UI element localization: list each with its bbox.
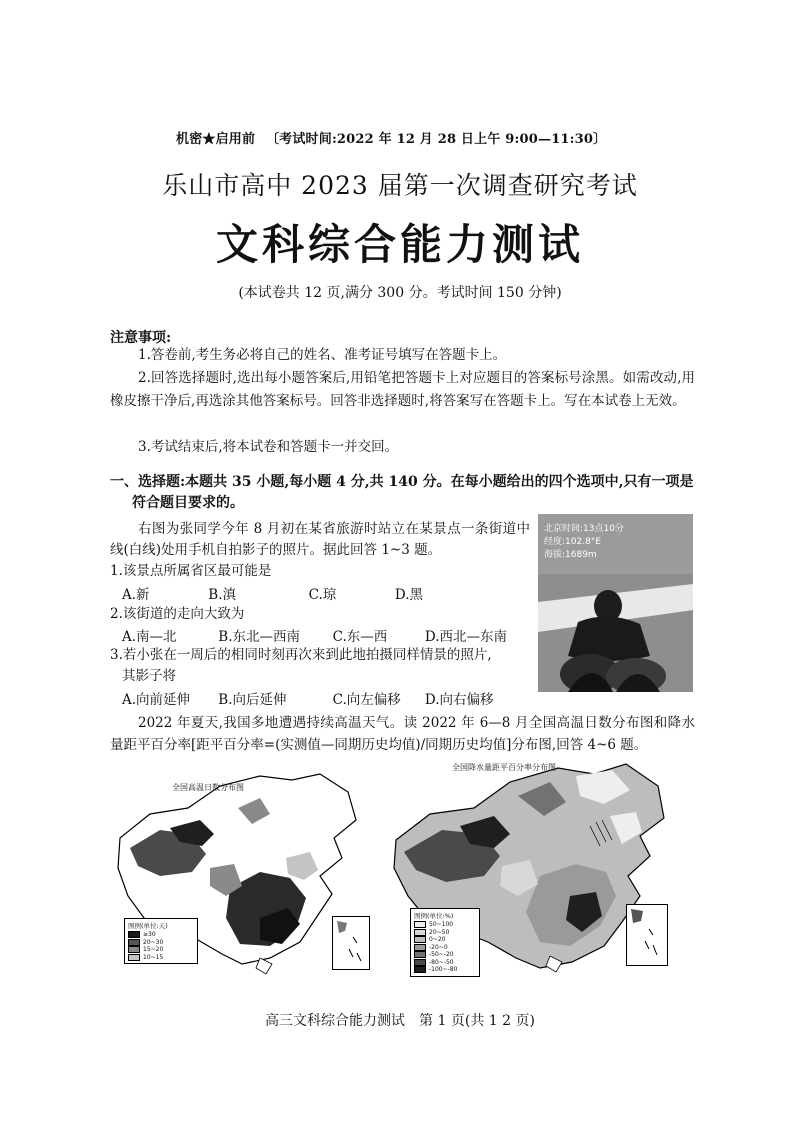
- notice-item-2: 2.回答选择题时,选出每小题答案后,用铅笔把答题卡上对应题目的答案标号涂黑。如需改动,用橡皮擦干净后,再选涂其他答案标号。回答非选择题时,将答案写在答题卡上。写在本试卷上无效。: [110, 370, 695, 409]
- left-legend-label: 15~20: [143, 946, 164, 954]
- q3-option-c[interactable]: C.向左偏移: [332, 692, 401, 708]
- left-legend-row: [128, 954, 194, 962]
- right-legend-row: [414, 966, 476, 974]
- right-legend-row: [414, 944, 476, 952]
- q1-option-a[interactable]: A.新: [122, 587, 150, 603]
- q2-option-c[interactable]: C.东—西: [332, 629, 388, 645]
- right-legend-swatch: [414, 921, 426, 928]
- exam-header: [176, 128, 606, 147]
- subject-title: 文科综合能力测试: [215, 220, 584, 269]
- q1-option-d[interactable]: D.黑: [394, 587, 424, 603]
- left-legend-row: [128, 939, 194, 947]
- right-legend-label: 0~20: [429, 936, 446, 944]
- exam-time-label: 〔考试时间:2022 年 12 月 28 日上午 9:00—11:30〕: [265, 132, 607, 147]
- photo-altitude-label: 海拔:1689m: [544, 550, 597, 560]
- right-legend-row: [414, 921, 476, 929]
- question-3-text: 3.若小张在一周后的相同时刻再次来到此地拍摄同样情景的照片,: [110, 647, 492, 663]
- question-2-stem: [110, 604, 530, 625]
- q2-option-a[interactable]: A.南—北: [122, 629, 177, 645]
- right-legend-label: -20~0: [429, 943, 448, 951]
- q1-option-b[interactable]: B.滇: [208, 587, 237, 603]
- question-1-text: 1.该景点所属省区最可能是: [110, 563, 272, 579]
- question-1-options: [122, 583, 423, 603]
- right-legend-label: -100~-80: [429, 966, 458, 974]
- right-inset-graphic: [627, 905, 667, 965]
- high-temp-days-map: [110, 768, 380, 986]
- page-footer: 高三文科综合能力测试 第 1 页(共 1 2 页): [265, 1013, 535, 1029]
- left-map-legend: [124, 918, 198, 964]
- q3-option-a[interactable]: A.向前延伸: [122, 692, 191, 708]
- right-legend-label: 20~50: [429, 928, 450, 936]
- exam-title: 乐山市高中 2023 届第一次调查研究考试: [162, 171, 638, 200]
- right-legend-row: [414, 929, 476, 937]
- q2-option-d[interactable]: D.西北—东南: [424, 629, 508, 645]
- question-2-options: [122, 625, 507, 645]
- classification-label: 机密★启用前: [176, 132, 256, 147]
- right-legend-row: [414, 959, 476, 967]
- left-map-south-china-sea-inset: [332, 916, 370, 970]
- shadow-selfie-photo: [538, 514, 693, 692]
- right-map-title: 全国降水量距平百分率分布图: [452, 763, 556, 772]
- left-legend-label: 10~15: [143, 953, 164, 961]
- left-legend-label: ≥30: [143, 931, 156, 939]
- left-inset-graphic: [333, 917, 369, 969]
- question-intro-1-3: 右图为张同学今年 8 月初在某省旅游时站立在某景点一条街道中线(白线)处用手机自拍影子的照片。据此回答 1~3 题。: [110, 521, 530, 558]
- notice-heading: 注意事项:: [110, 330, 172, 346]
- notice-item-3: 3.考试结束后,将本试卷和答题卡一并交回。: [138, 439, 399, 455]
- notice-item-1: 1.答卷前,考生务必将自己的姓名、准考证号填写在答题卡上。: [138, 347, 507, 363]
- left-legend-swatch: [128, 939, 140, 946]
- right-legend-row: [414, 936, 476, 944]
- right-legend-swatch: [414, 929, 426, 936]
- q3-option-d[interactable]: D.向右偏移: [424, 692, 494, 708]
- precip-anomaly-map: [390, 756, 690, 984]
- left-legend-swatch: [128, 931, 140, 938]
- left-map-title: 全国高温日数分布图: [172, 783, 244, 792]
- right-legend-swatch: [414, 966, 426, 973]
- photo-time-label: 北京时间:13点10分: [544, 524, 624, 534]
- right-map-south-china-sea-inset: [626, 904, 668, 966]
- left-legend-swatch: [128, 946, 140, 953]
- question-2-text: 2.该街道的走向大致为: [110, 606, 245, 622]
- right-legend-row: [414, 951, 476, 959]
- question-1-stem: [110, 561, 530, 582]
- right-legend-swatch: [414, 959, 426, 966]
- q3-option-b[interactable]: B.向后延伸: [218, 692, 287, 708]
- question-3-options: [122, 688, 494, 708]
- left-legend-row: [128, 931, 194, 939]
- right-map-legend: [410, 908, 480, 977]
- question-3-text-cont: 其影子将: [122, 668, 176, 684]
- question-intro-4-6: 2022 年夏天,我国多地遭遇持续高温天气。读 2022 年 6—8 月全国高温日数分布图和降水量距平百分率[距平百分率=(实测值—同期历史均值)/同期历史均值]分布图,回答 4~6 题。: [110, 715, 695, 753]
- left-legend-row: [128, 946, 194, 954]
- right-legend-label: -80~-50: [429, 958, 454, 966]
- exam-subtitle: (本试卷共 12 页,满分 300 分。考试时间 150 分钟): [238, 285, 562, 301]
- section-heading-line1: 一、选择题:本题共 35 小题,每小题 4 分,共 140 分。在每小题给出的四个选项中,只有一项是: [110, 474, 694, 490]
- question-3-stem: [110, 645, 530, 687]
- q1-option-c[interactable]: C.琼: [308, 587, 337, 603]
- q2-option-b[interactable]: B.东北—西南: [218, 629, 301, 645]
- left-legend-title: 图例(单位:天): [128, 922, 168, 930]
- section-heading: [110, 472, 695, 514]
- right-legend-swatch: [414, 944, 426, 951]
- right-legend-label: 50~100: [429, 921, 454, 929]
- section-heading-line2: 符合题目要求的。: [132, 495, 244, 511]
- right-legend-label: -50~-20: [429, 951, 454, 959]
- right-legend-title: 图例(单位:%): [414, 912, 454, 920]
- left-legend-label: 20~30: [143, 938, 164, 946]
- right-legend-swatch: [414, 936, 426, 943]
- photo-longitude-label: 经度:102.8°E: [544, 537, 601, 547]
- left-legend-swatch: [128, 954, 140, 961]
- right-legend-swatch: [414, 951, 426, 958]
